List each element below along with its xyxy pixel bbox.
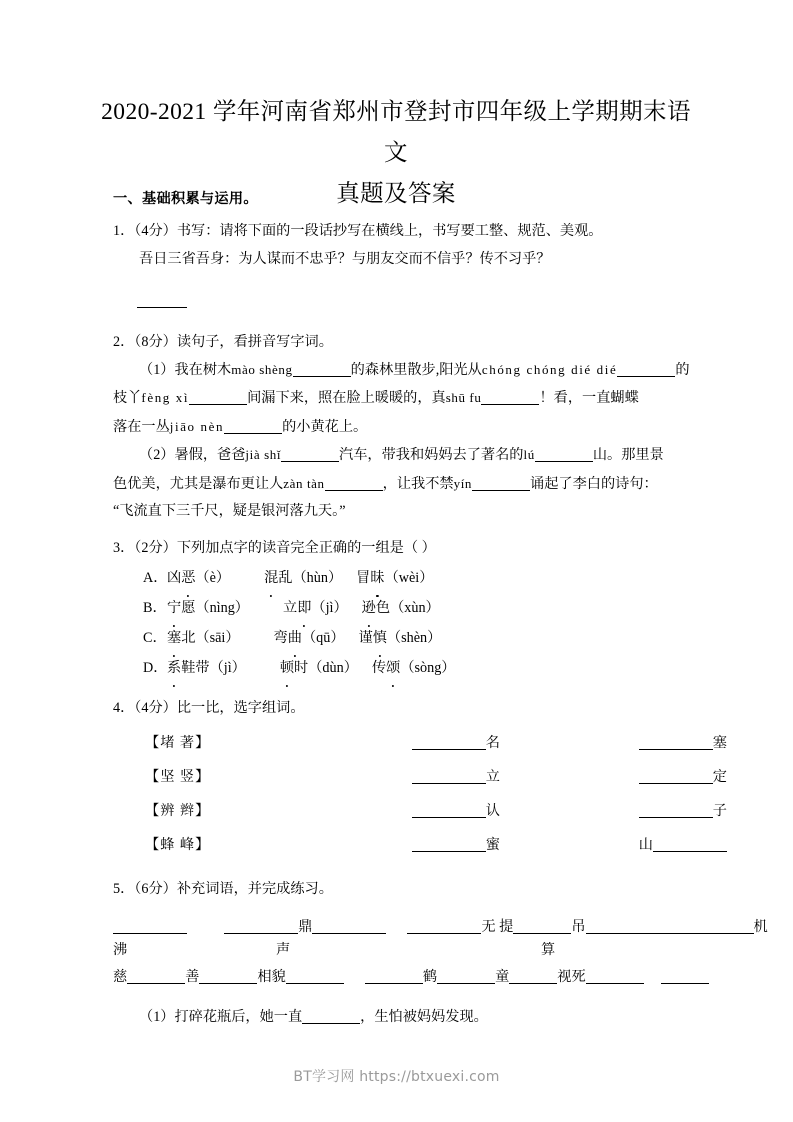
question-3-option-A[interactable] [113, 563, 691, 593]
char-pair-cell: 【蜂 峰】 [145, 836, 211, 853]
q5-blank-3[interactable] [312, 920, 386, 934]
char-pair-cell: 【辨 辫】 [145, 802, 211, 819]
q2-blank-2[interactable] [617, 363, 675, 377]
question-2-line-5 [113, 470, 691, 498]
option-item: 凶恶（è） [167, 563, 230, 593]
title-line-1: 2020-2021 学年河南省郑州市登封市四年级上学期期末语文 [101, 99, 691, 166]
q2-text: 的 [675, 362, 690, 379]
word-cell-right: 塞 [542, 726, 757, 760]
q5-row2-main [113, 964, 709, 991]
option-item: 混乱（hùn） [264, 563, 342, 593]
emphasis-dot-char: 塞 [167, 623, 181, 653]
q5-char-diao: 吊 [571, 918, 586, 935]
emphasis-dot-char: 颂 [386, 653, 400, 683]
q2-text: （1）我在树木 [139, 362, 232, 379]
q5-char-ci: 慈 [113, 968, 128, 985]
q5-sub-fei: 沸 [113, 941, 128, 958]
emphasis-dot-char: 混 [264, 563, 278, 593]
q2-text: 山。那里景 [592, 447, 664, 464]
emphasis-dot-char: 顿 [280, 653, 294, 683]
q5-sub1-blank[interactable] [302, 1010, 360, 1024]
question-3-stem: 3．（2分）下列加点字的读音完全正确的一组是（ ） [113, 540, 436, 557]
word-blank[interactable] [639, 770, 713, 784]
question-2-line-4 [113, 441, 691, 469]
q5-blank-6[interactable] [586, 920, 634, 934]
word-cell-right: 山 [542, 828, 757, 862]
question-2-line-3 [113, 413, 691, 441]
q5-char-ji: 机 [753, 918, 768, 935]
q2-blank-7[interactable] [535, 448, 593, 462]
option-item: 顿时（dùn） [280, 653, 358, 683]
q5-sub1-text: （1）打碎花瓶后，她一直 [139, 1008, 303, 1025]
emphasis-dot-char: 系 [167, 653, 181, 683]
pinyin-zan-tan: zàn tàn [283, 475, 325, 491]
q5-chars-shi-si: 视死 [557, 968, 586, 985]
question-1 [113, 218, 691, 318]
question-5 [113, 876, 768, 1031]
q2-text: 诵起了李白的诗句： [530, 475, 658, 492]
question-5-row-1 [113, 914, 768, 964]
table-row [113, 760, 757, 794]
question-3 [113, 535, 691, 682]
q2-text: 汽车，带我和妈妈去了著名的 [339, 447, 524, 464]
word-blank[interactable] [639, 736, 713, 750]
pinyin-jia-shi: jià shǐ [245, 447, 282, 463]
option-item: 宁愿（nìng） [167, 593, 249, 623]
q5-blank-4[interactable] [407, 920, 481, 934]
option-item: 冒昧（wèi） [356, 563, 433, 593]
footer-watermark: BT学习网 https://btxuexi.com [293, 1069, 500, 1085]
title-line-2: 真题及答案 [336, 181, 456, 207]
q2-blank-3[interactable] [189, 391, 247, 405]
pinyin-lu: lú [523, 447, 535, 463]
pinyin-chong-chong-die-die: chóng chóng dié dié [481, 362, 618, 378]
question-1-stem: 1．（4分）书写：请将下面的一段话抄写在横线上，书写要工整、规范、美观。 [113, 223, 603, 240]
q2-text: 间漏下来，照在脸上暖暖的，真 [247, 390, 446, 407]
emphasis-dot-char: 昧 [370, 563, 384, 593]
pinyin-mao-sheng: mào shèng [231, 362, 293, 378]
question-5-row-2 [113, 964, 691, 1000]
table-row [113, 794, 757, 828]
q5-chars-xiang-mao: 相貌 [257, 968, 286, 985]
question-5-stem: 5．（6分）补充词语，并完成练习。 [113, 881, 333, 898]
q5-sub1-text-end: ，生怕被妈妈发现。 [360, 1008, 488, 1025]
q5-sub-sheng: 声 [276, 941, 291, 958]
q5-blank-7[interactable] [634, 920, 754, 934]
q2-blank-5[interactable] [224, 420, 282, 434]
pinyin-jiao-nen: jiāo nèn [169, 418, 225, 434]
question-4-stem: 4．（4分）比一比，选字组词。 [113, 699, 305, 716]
q5-blank-15[interactable] [661, 970, 709, 984]
question-5-sub-1 [113, 1004, 691, 1031]
word-blank[interactable] [412, 736, 486, 750]
q5-blank-2[interactable] [224, 920, 298, 934]
question-3-option-D[interactable] [113, 653, 691, 683]
q2-text: 色优美，尤其是瀑布更让人 [113, 475, 284, 492]
q5-blank-9[interactable] [199, 970, 257, 984]
pinyin-yin: yín [453, 475, 473, 491]
q2-text: ，让我不禁 [382, 475, 454, 492]
option-item: 弯曲（qū） [274, 623, 345, 653]
word-cell-left: 认 [295, 794, 542, 828]
q5-blank-14[interactable] [586, 970, 644, 984]
q2-text: 枝丫 [113, 390, 142, 407]
q5-sub-suan: 算 [541, 941, 556, 958]
char-pair-cell: 【坚 竖】 [145, 768, 211, 785]
word-cell-left: 名 [295, 726, 542, 760]
emphasis-dot-char: 慎 [373, 623, 387, 653]
pinyin-shu-fu: shū fu [445, 390, 482, 406]
question-2-line-2 [113, 384, 691, 412]
option-label: B． [143, 599, 167, 616]
q2-text: 的小黄花上。 [282, 418, 368, 435]
option-label: C． [143, 629, 167, 646]
table-row [113, 828, 757, 862]
q2-text: 的森林里散步,阳光从 [350, 362, 482, 379]
emphasis-dot-char: 逊 [362, 593, 376, 623]
question-2 [113, 329, 691, 526]
emphasis-dot-char: 宁 [167, 593, 181, 623]
q2-blank-1[interactable] [293, 363, 351, 377]
question-2-line-1 [113, 356, 691, 384]
q2-blank-6[interactable] [281, 448, 339, 462]
word-blank[interactable] [412, 804, 486, 818]
option-item: 塞北（sāi） [167, 623, 240, 653]
emphasis-dot-char: 恶 [181, 563, 195, 593]
char-pair-cell: 【堵 著】 [145, 734, 211, 751]
word-blank[interactable] [412, 770, 486, 784]
q5-char-he: 鹤 [422, 968, 438, 985]
option-item: 系鞋带（jì） [167, 653, 246, 683]
emphasis-dot-char: 即 [297, 593, 311, 623]
word-cell-right: 定 [542, 760, 757, 794]
option-label: A． [143, 569, 168, 586]
q5-char-tong: 童 [495, 968, 510, 985]
word-cell-right: 子 [542, 794, 757, 828]
option-item: 逊色（xùn） [362, 593, 440, 623]
q2-blank-4[interactable] [481, 391, 539, 405]
q5-blank-10[interactable] [286, 970, 344, 984]
question-3-options [113, 563, 691, 683]
question-3-option-B[interactable] [113, 593, 691, 623]
question-1-passage: 吾日三省吾身：为人谋而不忠乎？与朋友交而不信乎？传不习乎？ [139, 250, 551, 267]
option-item: 传颂（sòng） [372, 653, 456, 683]
option-label: D． [143, 659, 168, 676]
q5-blank-12[interactable] [437, 970, 495, 984]
q5-char-shan: 善 [185, 968, 200, 985]
section-heading: 一、基础积累与运用。 [113, 191, 258, 207]
q5-blank-5[interactable] [513, 920, 571, 934]
word-blank[interactable] [412, 838, 486, 852]
q2-text: 落在一丛 [113, 418, 170, 435]
q5-blank-13[interactable] [509, 970, 557, 984]
q5-chars-wu-ti: 无 提 [481, 918, 514, 935]
q2-blank-8[interactable] [325, 477, 383, 491]
question-2-stem: 2．（8分）读句子，看拼音写字词。 [113, 333, 333, 350]
q5-char-ding: 鼎 [298, 918, 313, 935]
word-cell-left: 立 [295, 760, 542, 794]
option-item: 谨慎（shèn） [359, 623, 442, 653]
table-row [113, 726, 757, 760]
question-1-answer-blank[interactable] [137, 293, 187, 308]
word-cell-left: 蜜 [295, 828, 542, 862]
word-blank[interactable] [639, 804, 713, 818]
pinyin-feng-xi: fèng xì [141, 390, 190, 406]
q5-row1-main [113, 914, 768, 941]
question-3-option-C[interactable] [113, 623, 691, 653]
question-4-table [113, 726, 757, 862]
q2-text: ！看，一直蝴蝶 [539, 390, 639, 407]
word-blank[interactable] [653, 838, 727, 852]
q5-blank-1[interactable] [113, 920, 187, 934]
q2-blank-9[interactable] [472, 477, 530, 491]
q5-blank-11[interactable] [365, 970, 423, 984]
question-4 [113, 695, 727, 862]
q2-text: （2）暑假，爸爸 [139, 447, 246, 464]
q5-blank-8[interactable] [127, 970, 185, 984]
exam-content [113, 186, 768, 1031]
question-2-line-6: “飞流直下三千尺，疑是银河落九天。” [113, 503, 346, 520]
emphasis-dot-char: 曲 [288, 623, 302, 653]
option-item: 立即（jì） [283, 593, 348, 623]
